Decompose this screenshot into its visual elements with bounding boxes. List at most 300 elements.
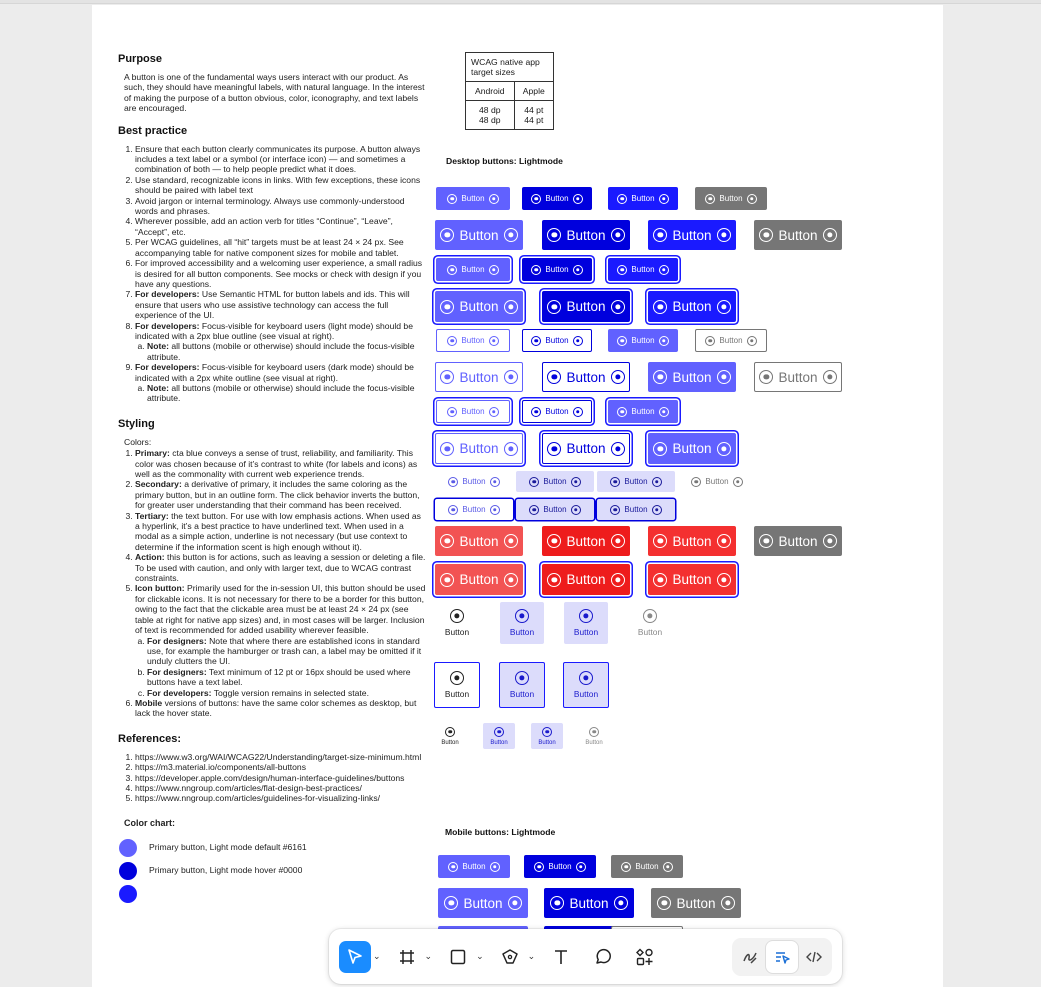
radio-icon xyxy=(579,609,593,623)
styling-item-bold: Secondary: xyxy=(135,479,182,490)
specimen-button[interactable] xyxy=(435,499,513,520)
radio-icon xyxy=(490,477,500,487)
styling-item xyxy=(135,698,428,719)
specimen-button[interactable] xyxy=(436,187,510,210)
radio-icon xyxy=(653,228,667,242)
icon-button[interactable] xyxy=(531,723,563,749)
radio-icon xyxy=(705,336,715,346)
button-label: Button xyxy=(566,533,606,549)
radio-icon xyxy=(573,407,583,417)
button-label: Button xyxy=(635,862,659,871)
color-chart-row xyxy=(118,859,428,882)
icon-button[interactable] xyxy=(499,662,545,708)
specimen-button[interactable] xyxy=(436,258,510,281)
best-practice-item-text: Ensure that each button clearly communicates its purpose. A button always includes a text label or a symbol (or interface icon) — and sometimes a combination of both — to help people predict what it does. xyxy=(135,143,421,175)
cursor-icon xyxy=(339,941,371,973)
radio-icon xyxy=(448,477,458,487)
radio-icon xyxy=(531,265,541,275)
specimen-button[interactable] xyxy=(438,888,528,918)
radio-icon xyxy=(571,505,581,515)
button-label: Button xyxy=(705,477,729,486)
radio-icon xyxy=(573,265,583,275)
specimen-button[interactable] xyxy=(678,471,756,492)
button-label: Button xyxy=(778,227,818,243)
best-practice-item-bold: For developers: xyxy=(135,362,200,373)
radio-icon xyxy=(610,477,620,487)
styling-subitem-text: Text minimum of 12 pt or 16px should be used where buttons have a text label. xyxy=(147,666,411,688)
radio-icon xyxy=(531,407,541,417)
icon-button[interactable] xyxy=(564,602,608,644)
radio-icon xyxy=(621,862,631,872)
button-label: Button xyxy=(631,407,655,416)
radio-icon xyxy=(440,442,454,456)
radio-icon xyxy=(547,534,561,548)
radio-icon xyxy=(440,370,454,384)
color-swatch xyxy=(119,862,137,880)
styling-item-bold: Action: xyxy=(135,552,165,563)
best-practice-sublist xyxy=(147,341,428,362)
best-practice-item xyxy=(135,196,428,217)
radio-icon xyxy=(504,228,518,242)
draw-mode-icon[interactable] xyxy=(734,941,766,973)
radio-icon xyxy=(659,194,669,204)
radio-icon xyxy=(653,442,667,456)
icon-button-label: Button xyxy=(637,627,663,637)
specimen-button[interactable] xyxy=(611,855,683,878)
radio-icon xyxy=(717,370,731,384)
specimen-button[interactable] xyxy=(754,526,842,556)
styling-item-text: a derivative of primary, it includes the same coloring as the primary button, but in an outline form. The click behavior inverts the button, for greater user understanding that their command has been received. xyxy=(135,479,420,511)
radio-icon xyxy=(529,505,539,515)
specimen-button[interactable] xyxy=(695,187,767,210)
button-label: Button xyxy=(778,369,818,385)
comment-icon xyxy=(587,941,619,973)
chevron-down-icon[interactable]: ⌄ xyxy=(476,951,484,961)
best-practice-item-text: Focus-visible for keyboard users (light mode) should be indicated with a 2px blue outline (see visual at right). xyxy=(135,320,413,341)
radio-icon xyxy=(447,407,457,417)
radio-icon xyxy=(547,300,561,314)
color-swatch xyxy=(119,839,137,857)
components-icon xyxy=(629,941,661,973)
styling-item xyxy=(135,448,428,479)
radio-icon xyxy=(489,265,499,275)
radio-icon xyxy=(611,442,625,456)
radio-icon xyxy=(573,336,583,346)
specimen-button[interactable] xyxy=(608,187,678,210)
chevron-down-icon[interactable]: ⌄ xyxy=(527,951,536,961)
radio-icon xyxy=(652,477,662,487)
styling-item-text: the text button. For use with low emphasis actions. When used as a hyperlink, it’s a best practice to have underlined text. When used in a modal as a simple action, underline is not necessary (but use context to determine if the information scent is high enough without it). xyxy=(135,510,421,552)
button-label: Button xyxy=(624,477,648,486)
button-label: Button xyxy=(631,194,655,203)
best-practice-item-text: Per WCAG guidelines, all “hit” targets must be at least 24 × 24 px. See accompanying table for native component sizes for mobile and tablet. xyxy=(135,237,404,258)
color-swatch xyxy=(119,885,137,903)
radio-icon xyxy=(657,896,671,910)
styling-item-bold: Icon button: xyxy=(135,583,185,594)
specimen-button[interactable] xyxy=(542,433,630,464)
chevron-down-icon[interactable]: ⌄ xyxy=(424,951,433,961)
specimen-button[interactable] xyxy=(648,291,736,322)
rectangle-icon xyxy=(442,941,474,973)
best-practice-item xyxy=(135,258,428,289)
icon-button[interactable] xyxy=(434,602,480,644)
radio-icon xyxy=(515,609,529,623)
styling-item-bold: Primary: xyxy=(135,448,170,459)
color-chart-label: Primary button, Light mode default #6161 xyxy=(149,842,307,853)
radio-icon xyxy=(489,407,499,417)
button-label: Button xyxy=(624,505,648,514)
frame-icon xyxy=(391,941,423,973)
button-label: Button xyxy=(631,336,655,345)
styling-item-bold: Mobile xyxy=(135,697,163,708)
best-practice-subitem-bold: Note: xyxy=(147,341,169,352)
radio-icon xyxy=(663,862,673,872)
best-practice-list xyxy=(135,144,428,404)
icon-button-label: Button xyxy=(441,739,459,746)
radio-icon xyxy=(450,671,464,685)
guidelines-text xyxy=(118,53,428,905)
icon-button-label: Button xyxy=(509,689,535,699)
radio-icon xyxy=(717,442,731,456)
radio-icon xyxy=(653,300,667,314)
specimen-button[interactable] xyxy=(754,362,842,392)
reference-link[interactable]: 2. https://m3.material.io/components/all-buttons xyxy=(135,762,428,772)
button-label: Button xyxy=(459,441,499,456)
radio-icon xyxy=(494,727,504,737)
best-practice-subitem xyxy=(147,341,428,362)
reference-link[interactable]: 3. https://developer.apple.com/design/human-interface-guidelines/buttons xyxy=(135,773,428,783)
radio-icon xyxy=(759,534,773,548)
specimen-button[interactable] xyxy=(436,329,510,352)
button-label: Button xyxy=(545,407,569,416)
frame-tool[interactable] xyxy=(391,940,433,974)
radio-icon xyxy=(733,477,743,487)
radio-icon xyxy=(440,300,454,314)
specimen-button[interactable] xyxy=(542,526,630,556)
specimen-button[interactable] xyxy=(438,855,510,878)
color-chart-label: Primary button, Light mode hover #0000 xyxy=(149,865,303,876)
specimen-button[interactable] xyxy=(608,258,678,281)
radio-icon xyxy=(576,862,586,872)
specimen-button[interactable] xyxy=(597,471,675,492)
radio-icon xyxy=(448,505,458,515)
radio-icon xyxy=(504,573,518,587)
references-heading: References: xyxy=(118,732,181,745)
button-label: Button xyxy=(463,895,503,911)
styling-subitem-text: Note that where there are established icons in standard use, for example the hamburger or trash can, a label may be omitted if it unduly clutters the UI. xyxy=(147,635,422,667)
specimen-button[interactable] xyxy=(435,564,523,595)
best-practice-item-text: Use Semantic HTML for button labels and ids. This will ensure that users who use assistive technology can access the full experience of the UI. xyxy=(135,289,410,321)
radio-icon xyxy=(515,671,529,685)
dev-mode-icon[interactable] xyxy=(798,941,830,973)
specimen-button[interactable] xyxy=(435,362,523,392)
button-label: Button xyxy=(672,572,712,587)
specimen-button[interactable] xyxy=(435,526,523,556)
wcag-table-caption: WCAG native app target sizes xyxy=(466,53,554,82)
radio-icon xyxy=(717,300,731,314)
move-tool[interactable] xyxy=(339,940,381,974)
radio-icon xyxy=(617,194,627,204)
best-practice-item xyxy=(135,362,428,404)
specimen-button[interactable] xyxy=(648,433,736,464)
icon-button[interactable] xyxy=(627,602,673,644)
radio-icon xyxy=(653,534,667,548)
radio-icon xyxy=(705,194,715,204)
styling-item-text: this button is for actions, such as leaving a session or deleting a file. To be used with caution, and only with larger text, due to WCAG contrast constraints. xyxy=(135,552,426,584)
button-label: Button xyxy=(461,265,485,274)
best-practice-item-text: Use standard, recognizable icons in links. With few exceptions, these icons should be paired with label text xyxy=(135,174,421,196)
radio-icon xyxy=(659,336,669,346)
radio-icon xyxy=(653,573,667,587)
button-label: Button xyxy=(459,299,499,314)
specimen-button[interactable] xyxy=(522,258,592,281)
text-tool[interactable] xyxy=(545,940,577,974)
best-practice-subitem-text: all buttons (mobile or otherwise) should include the focus-visible attribute. xyxy=(147,341,415,362)
radio-icon xyxy=(610,505,620,515)
best-practice-item xyxy=(135,237,428,258)
icon-button[interactable] xyxy=(563,662,609,708)
radio-icon xyxy=(547,442,561,456)
radio-icon xyxy=(759,228,773,242)
button-label: Button xyxy=(631,265,655,274)
styling-heading: Styling xyxy=(118,417,155,430)
icon-button-label: Button xyxy=(444,627,470,637)
radio-icon xyxy=(721,896,735,910)
styling-list xyxy=(135,448,428,719)
radio-icon xyxy=(489,336,499,346)
reference-link[interactable]: 1. https://www.w3.org/WAI/WCAG22/Understanding/target-size-minimum.html xyxy=(135,752,428,762)
best-practice-item xyxy=(135,289,428,320)
radio-icon xyxy=(617,336,627,346)
specimen-button[interactable] xyxy=(435,471,513,492)
color-chart-row xyxy=(118,836,428,859)
button-label: Button xyxy=(459,227,499,243)
specimen-button[interactable] xyxy=(542,220,630,250)
icon-button[interactable] xyxy=(483,723,515,749)
wcag-col-android: Android xyxy=(466,82,515,101)
radio-icon xyxy=(759,370,773,384)
styling-sublist xyxy=(147,636,428,698)
radio-icon xyxy=(447,265,457,275)
button-label: Button xyxy=(462,862,486,871)
button-label: Button xyxy=(778,533,818,549)
window-top-edge xyxy=(0,0,1041,4)
icon-button-label: Button xyxy=(444,689,470,699)
specimen-button[interactable] xyxy=(542,362,630,392)
best-practice-item-text: For improved accessibility and a welcoming user experience, a small radius is desired for all button components. See mocks or check with design if you have any questions. xyxy=(135,258,423,289)
pen-tool[interactable] xyxy=(494,940,536,974)
icon-button-label: Button xyxy=(538,739,556,746)
specimen-button[interactable] xyxy=(522,329,592,352)
specimen-button[interactable] xyxy=(695,329,767,352)
color-chart-row xyxy=(118,882,428,905)
styling-item xyxy=(135,479,428,510)
button-label: Button xyxy=(676,895,716,911)
button-label: Button xyxy=(672,533,712,549)
best-practice-item-bold: For developers: xyxy=(135,320,200,331)
radio-icon xyxy=(659,265,669,275)
styling-item xyxy=(135,552,428,583)
specimen-button[interactable] xyxy=(651,888,741,918)
button-label: Button xyxy=(548,862,572,871)
pen-icon xyxy=(494,941,526,973)
styling-subitem-bold: For developers: xyxy=(147,687,212,698)
icon-button-label: Button xyxy=(573,627,599,637)
best-practice-item-text: Focus-visible for keyboard users (dark mode) should be indicated with a 2px white outline (see visual at right). xyxy=(135,362,414,383)
radio-icon xyxy=(450,609,464,623)
radio-icon xyxy=(508,896,522,910)
button-label: Button xyxy=(462,505,486,514)
button-label: Button xyxy=(543,477,567,486)
best-practice-subitem xyxy=(147,383,428,404)
radio-icon xyxy=(611,370,625,384)
radio-icon xyxy=(534,862,544,872)
wcag-col-apple: Apple xyxy=(514,82,553,101)
radio-icon xyxy=(617,407,627,417)
specimen-button[interactable] xyxy=(648,220,736,250)
radio-icon xyxy=(489,194,499,204)
specimen-button[interactable] xyxy=(436,400,510,423)
radio-icon xyxy=(529,477,539,487)
reference-link[interactable]: 5. https://www.nngroup.com/articles/guidelines-for-visualizing-links/ xyxy=(135,793,428,803)
button-label: Button xyxy=(459,369,499,385)
specimen-button[interactable] xyxy=(608,400,678,423)
radio-icon xyxy=(717,534,731,548)
chevron-down-icon[interactable]: ⌄ xyxy=(373,951,381,961)
purpose-heading: Purpose xyxy=(118,53,163,65)
icon-button-label: Button xyxy=(490,739,508,746)
radio-icon xyxy=(823,534,837,548)
radio-icon xyxy=(823,228,837,242)
radio-icon xyxy=(448,862,458,872)
wcag-android-values: 48 dp 48 dp xyxy=(466,101,515,130)
icon-button[interactable] xyxy=(500,602,544,644)
radio-icon xyxy=(504,442,518,456)
styling-item-text: cta blue conveys a sense of trust, reliability, and familiarity. This color was chosen because of it’s contrast to white (for labels and icons) as well as the commonality with current web experience trends. xyxy=(135,448,418,479)
styling-subitem xyxy=(147,667,428,688)
radio-icon xyxy=(550,896,564,910)
radio-icon xyxy=(531,336,541,346)
button-label: Button xyxy=(566,572,606,587)
radio-icon xyxy=(691,477,701,487)
button-label: Button xyxy=(545,336,569,345)
best-practice-subitem-bold: Note: xyxy=(147,382,169,393)
icon-button[interactable] xyxy=(438,723,462,749)
best-practice-heading: Best practice xyxy=(118,124,188,137)
mode-switcher xyxy=(732,938,832,976)
radio-icon xyxy=(490,862,500,872)
specimen-button[interactable] xyxy=(648,526,736,556)
icon-button-label: Button xyxy=(585,739,603,746)
canvas-frame xyxy=(92,5,943,987)
best-practice-item-bold: For developers: xyxy=(135,289,200,300)
best-practice-item xyxy=(135,144,428,175)
specimen-button[interactable] xyxy=(435,291,523,322)
specimen-button[interactable] xyxy=(542,291,630,322)
specimen-button[interactable] xyxy=(516,499,594,520)
specimen-button[interactable] xyxy=(435,433,523,464)
specimen-button[interactable] xyxy=(648,564,736,595)
radio-icon xyxy=(614,896,628,910)
styling-item-text: versions of buttons: have the same color schemes as desktop, but lack the hover state. xyxy=(135,697,417,719)
reference-link[interactable]: 4. https://www.nngroup.com/articles/flat-design-best-practices/ xyxy=(135,783,428,793)
text-icon xyxy=(545,941,577,973)
desktop-buttons-title: Desktop buttons: Lightmode xyxy=(446,156,563,166)
references-list xyxy=(135,752,428,804)
radio-icon xyxy=(611,228,625,242)
radio-icon xyxy=(652,505,662,515)
wcag-apple-values: 44 pt 44 pt xyxy=(514,101,553,130)
specimen-button[interactable] xyxy=(542,564,630,595)
icon-button[interactable] xyxy=(582,723,606,749)
components-tool[interactable] xyxy=(629,940,661,974)
shape-tool[interactable] xyxy=(442,940,484,974)
comment-tool[interactable] xyxy=(587,940,619,974)
radio-icon xyxy=(504,534,518,548)
button-label: Button xyxy=(461,194,485,203)
best-practice-item-text: Wherever possible, add an action verb for titles “Continue”, “Leave”, “Accept”, etc. xyxy=(135,216,393,237)
button-label: Button xyxy=(545,265,569,274)
specimen-button[interactable] xyxy=(516,471,594,492)
radio-icon xyxy=(573,194,583,204)
design-toolbar xyxy=(329,929,842,984)
specimen-button[interactable] xyxy=(597,499,675,520)
specimen-button[interactable] xyxy=(522,400,592,423)
specimen-button[interactable] xyxy=(544,888,634,918)
radio-icon xyxy=(440,228,454,242)
styling-subitem-bold: For designers: xyxy=(147,635,207,646)
styling-subitem-text: Toggle version remains in selected state. xyxy=(211,687,369,698)
icon-button-label: Button xyxy=(509,627,535,637)
specimen-button[interactable] xyxy=(522,187,592,210)
button-label: Button xyxy=(459,533,499,549)
radio-icon xyxy=(445,727,455,737)
button-label: Button xyxy=(672,299,712,314)
color-chart-heading: Color chart: xyxy=(124,817,176,828)
radio-icon xyxy=(504,370,518,384)
button-label: Button xyxy=(566,227,606,243)
colors-label: Colors: xyxy=(124,436,152,447)
specimen-button[interactable] xyxy=(754,220,842,250)
button-label: Button xyxy=(672,369,712,385)
radio-icon xyxy=(571,477,581,487)
specimen-button[interactable] xyxy=(648,362,736,392)
radio-icon xyxy=(447,194,457,204)
icon-button[interactable] xyxy=(434,662,480,708)
best-practice-sublist xyxy=(147,383,428,404)
radio-icon xyxy=(747,336,757,346)
radio-icon xyxy=(823,370,837,384)
radio-icon xyxy=(547,573,561,587)
specimen-button[interactable] xyxy=(435,220,523,250)
radio-icon xyxy=(547,228,561,242)
button-label: Button xyxy=(566,441,606,456)
radio-icon xyxy=(589,727,599,737)
button-label: Button xyxy=(566,369,606,385)
design-mode-icon[interactable] xyxy=(766,941,798,973)
specimen-button[interactable] xyxy=(524,855,596,878)
radio-icon xyxy=(717,228,731,242)
button-label: Button xyxy=(461,407,485,416)
wcag-size-table xyxy=(465,52,554,130)
radio-icon xyxy=(653,370,667,384)
radio-icon xyxy=(643,609,657,623)
mobile-buttons-title: Mobile buttons: Lightmode xyxy=(445,827,556,837)
best-practice-item xyxy=(135,216,428,237)
button-label: Button xyxy=(672,227,712,243)
specimen-button[interactable] xyxy=(608,329,678,352)
radio-icon xyxy=(747,194,757,204)
